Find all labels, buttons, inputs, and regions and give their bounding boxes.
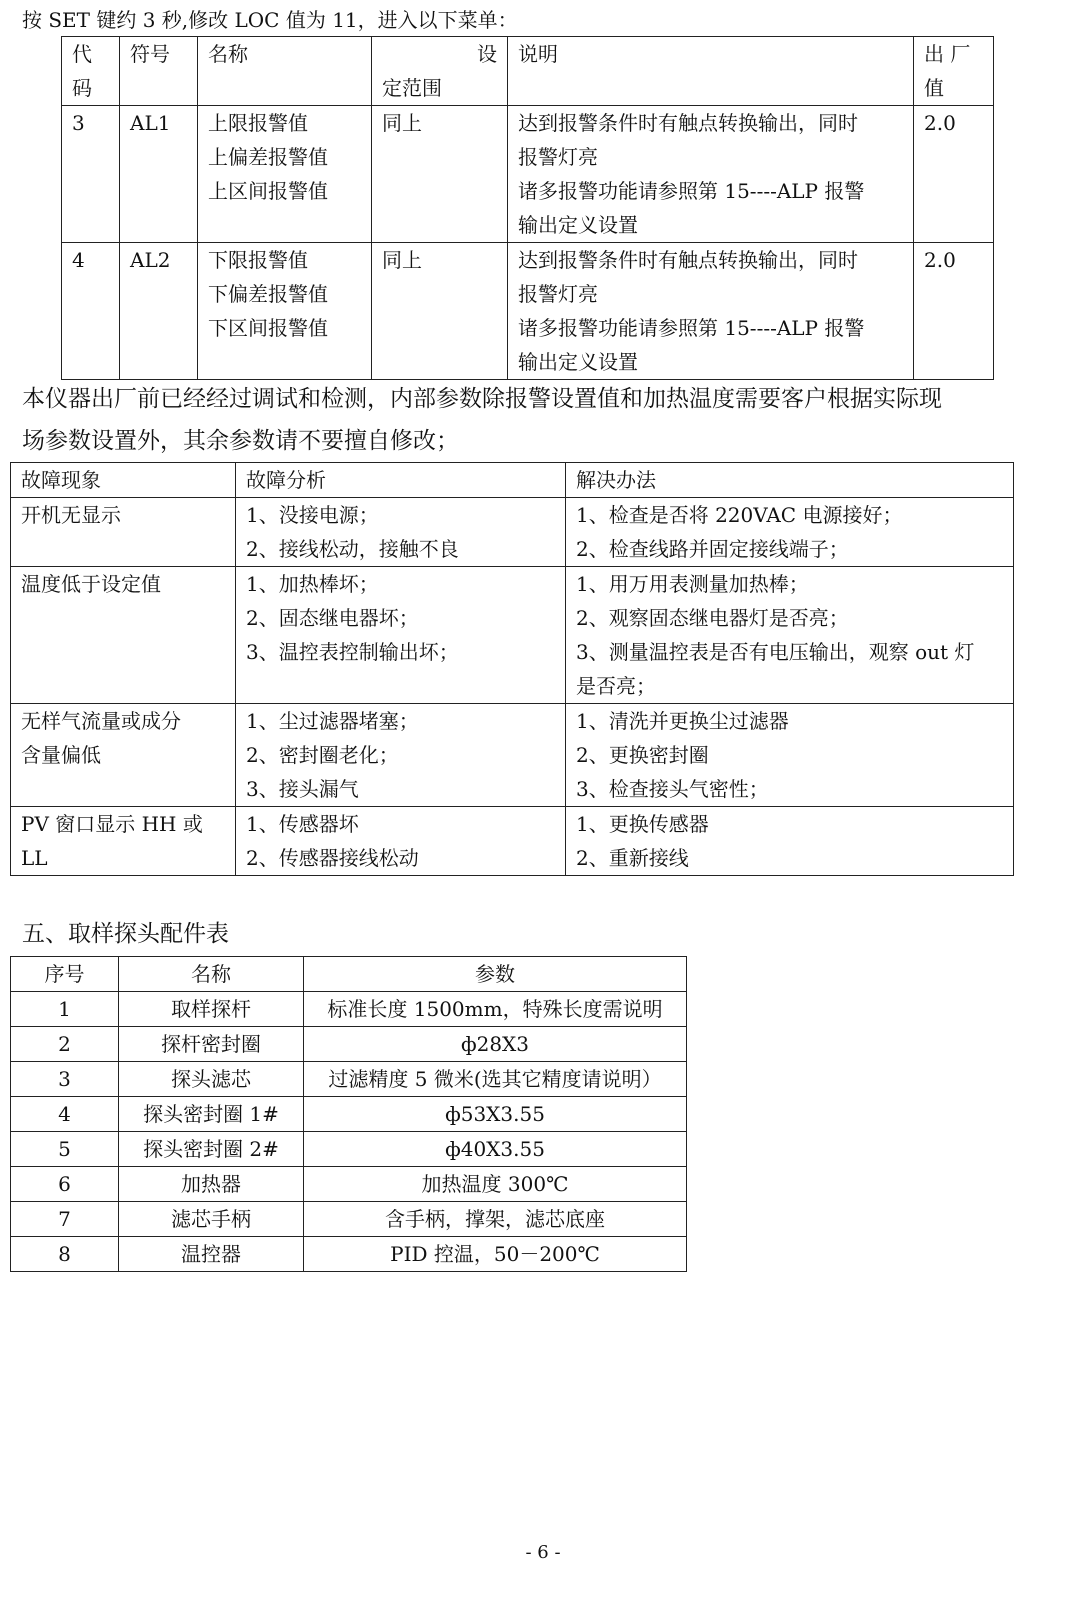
- table-row: [11, 992, 687, 1027]
- part-name: 加热器: [119, 1167, 304, 1202]
- part-name: 温控器: [119, 1237, 304, 1272]
- part-name: 探头密封圈 1#: [119, 1097, 304, 1132]
- row-default: 2.0: [914, 106, 994, 243]
- header-range: 设 定范围: [372, 37, 508, 106]
- part-no: 7: [11, 1202, 119, 1237]
- fault-symptom: PV 窗口显示 HH 或 LL: [11, 807, 236, 876]
- fault-symptom: 温度低于设定值: [11, 567, 236, 704]
- fault-analysis: 1、加热棒坏； 2、固态继电器坏； 3、温控表控制输出坏；: [236, 567, 566, 704]
- table-row: [11, 498, 1014, 567]
- part-no: 3: [11, 1062, 119, 1097]
- fault-solution: 1、更换传感器 2、重新接线: [566, 807, 1014, 876]
- part-param: ф28X3: [304, 1027, 687, 1062]
- table-row: [11, 807, 1014, 876]
- row-symbol: AL2: [120, 243, 198, 380]
- fault-table-header: [11, 463, 1014, 498]
- parts-table: [10, 956, 687, 1272]
- part-no: 2: [11, 1027, 119, 1062]
- row-names: 下限报警值 下偏差报警值 下区间报警值: [198, 243, 372, 380]
- header-default: 出 厂 值: [914, 37, 994, 106]
- part-no: 1: [11, 992, 119, 1027]
- table-row: [11, 704, 1014, 807]
- header-name: 名称: [119, 957, 304, 992]
- fault-analysis: 1、传感器坏 2、传感器接线松动: [236, 807, 566, 876]
- header-analysis: 故障分析: [236, 463, 566, 498]
- part-param: ф40X3.55: [304, 1132, 687, 1167]
- table-row: [11, 567, 1014, 704]
- header-name: 名称: [198, 37, 372, 106]
- header-param: 参数: [304, 957, 687, 992]
- row-symbol: AL1: [120, 106, 198, 243]
- part-name: 探头密封圈 2#: [119, 1132, 304, 1167]
- part-param: 标准长度 1500mm，特殊长度需说明: [304, 992, 687, 1027]
- part-name: 探杆密封圈: [119, 1027, 304, 1062]
- row-desc: 达到报警条件时有触点转换输出，同时 报警灯亮 诸多报警功能请参照第 15----ALP 报警 输出定义设置: [508, 243, 914, 380]
- fault-solution: 1、清洗并更换尘过滤器 2、更换密封圈 3、检查接头气密性；: [566, 704, 1014, 807]
- param-table: [61, 36, 994, 380]
- parts-table-header: [11, 957, 687, 992]
- table-row: [11, 1167, 687, 1202]
- fault-symptom: 无样气流量或成分 含量偏低: [11, 704, 236, 807]
- part-no: 5: [11, 1132, 119, 1167]
- fault-symptom: 开机无显示: [11, 498, 236, 567]
- table-row: [11, 1097, 687, 1132]
- header-solution: 解决办法: [566, 463, 1014, 498]
- header-symbol: 符号: [120, 37, 198, 106]
- section-title: 五、取样探头配件表: [22, 921, 229, 947]
- fault-analysis: 1、没接电源； 2、接线松动，接触不良: [236, 498, 566, 567]
- table-row: [62, 106, 994, 243]
- part-param: 含手柄，撑架，滤芯底座: [304, 1202, 687, 1237]
- part-param: 加热温度 300℃: [304, 1167, 687, 1202]
- header-symptom: 故障现象: [11, 463, 236, 498]
- part-no: 8: [11, 1237, 119, 1272]
- table-row: [11, 1132, 687, 1167]
- fault-solution: 1、检查是否将 220VAC 电源接好； 2、检查线路并固定接线端子；: [566, 498, 1014, 567]
- header-no: 序号: [11, 957, 119, 992]
- part-param: 过滤精度 5 微米(选其它精度请说明）: [304, 1062, 687, 1097]
- header-desc: 说明: [508, 37, 914, 106]
- part-name: 探头滤芯: [119, 1062, 304, 1097]
- row-range: 同上: [372, 243, 508, 380]
- row-range: 同上: [372, 106, 508, 243]
- page-number: - 6 -: [525, 1542, 561, 1563]
- intro-line: 按 SET 键约 3 秒,修改 LOC 值为 11，进入以下菜单：: [22, 8, 518, 32]
- part-no: 4: [11, 1097, 119, 1132]
- table-row: [62, 243, 994, 380]
- table-row: [11, 1062, 687, 1097]
- row-default: 2.0: [914, 243, 994, 380]
- table-row: [11, 1027, 687, 1062]
- fault-table: [10, 462, 1014, 876]
- fault-solution: 1、用万用表测量加热棒； 2、观察固态继电器灯是否亮； 3、测量温控表是否有电压输出，观察 out 灯 是否亮；: [566, 567, 1014, 704]
- part-name: 取样探杆: [119, 992, 304, 1027]
- fault-analysis: 1、尘过滤器堵塞； 2、密封圈老化； 3、接头漏气: [236, 704, 566, 807]
- row-code: 3: [62, 106, 120, 243]
- part-param: ф53X3.55: [304, 1097, 687, 1132]
- header-code: 代 码: [62, 37, 120, 106]
- row-names: 上限报警值 上偏差报警值 上区间报警值: [198, 106, 372, 243]
- table-row: [11, 1202, 687, 1237]
- notice-line-1: 本仪器出厂前已经经过调试和检测，内部参数除报警设置值和加热温度需要客户根据实际现: [22, 386, 942, 412]
- table-row: [11, 1237, 687, 1272]
- part-no: 6: [11, 1167, 119, 1202]
- part-param: PID 控温，50－200℃: [304, 1237, 687, 1272]
- row-code: 4: [62, 243, 120, 380]
- param-table-header: [62, 37, 994, 106]
- part-name: 滤芯手柄: [119, 1202, 304, 1237]
- row-desc: 达到报警条件时有触点转换输出，同时 报警灯亮 诸多报警功能请参照第 15----ALP 报警 输出定义设置: [508, 106, 914, 243]
- notice-line-2: 场参数设置外，其余参数请不要擅自修改；: [22, 428, 459, 454]
